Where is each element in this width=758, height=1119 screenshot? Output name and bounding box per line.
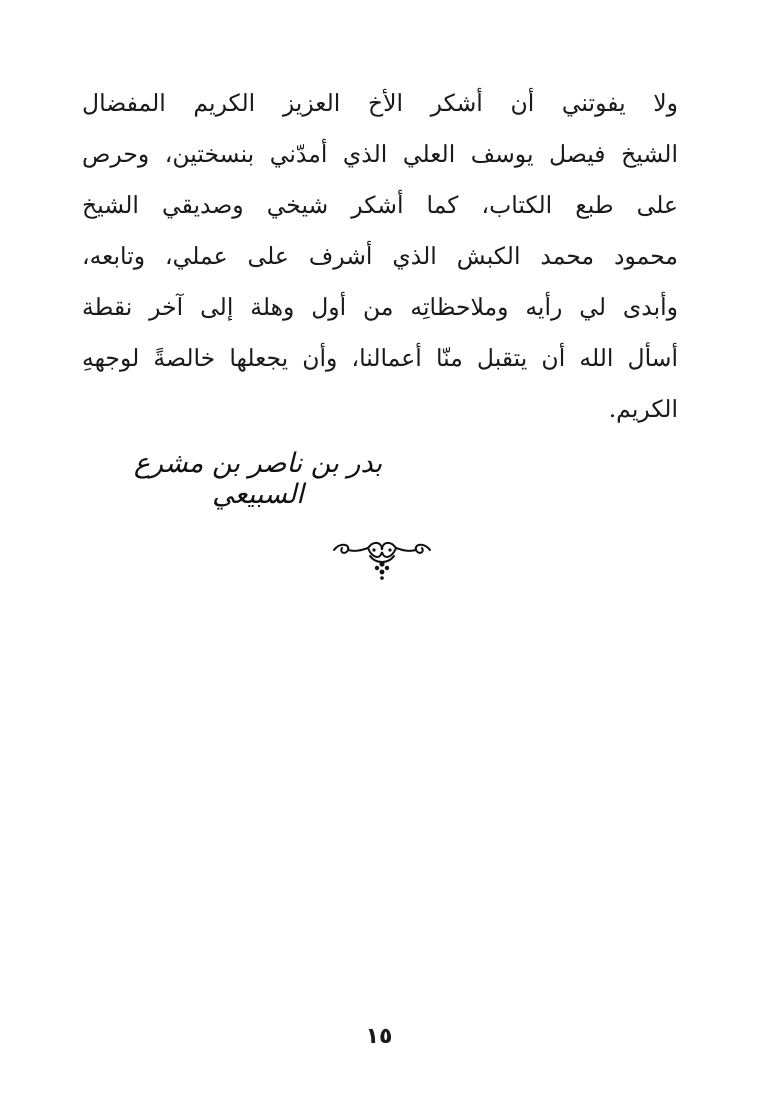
body-line: محمود محمد الكبش الذي أشرف على عملي، وتابعه، (82, 242, 678, 270)
page-number: ١٥ (365, 1024, 393, 1049)
body-line: ولا يفوتني أن أشكر الأخ العزيز الكريم المفضال (82, 89, 678, 117)
body-line: وأبدى لي رأيه وملاحظاتِه من أول وهلة إلى آخر نقطة (82, 293, 678, 321)
body-text (82, 78, 678, 435)
author-signature: بدر بن ناصر بن مشرع السبيعي (133, 448, 383, 510)
fleuron-ornament-icon (330, 538, 434, 584)
body-line: أسأل الله أن يتقبل منّا أعمالنا، وأن يجعلها خالصةً لوجههِ (82, 344, 678, 372)
body-line: الكريم. (608, 395, 678, 423)
body-line: الشيخ فيصل يوسف العلي الذي أمدّني بنسختين، وحرص (82, 140, 678, 168)
body-line: على طبع الكتاب، كما أشكر شيخي وصديقي الشيخ (82, 191, 678, 219)
